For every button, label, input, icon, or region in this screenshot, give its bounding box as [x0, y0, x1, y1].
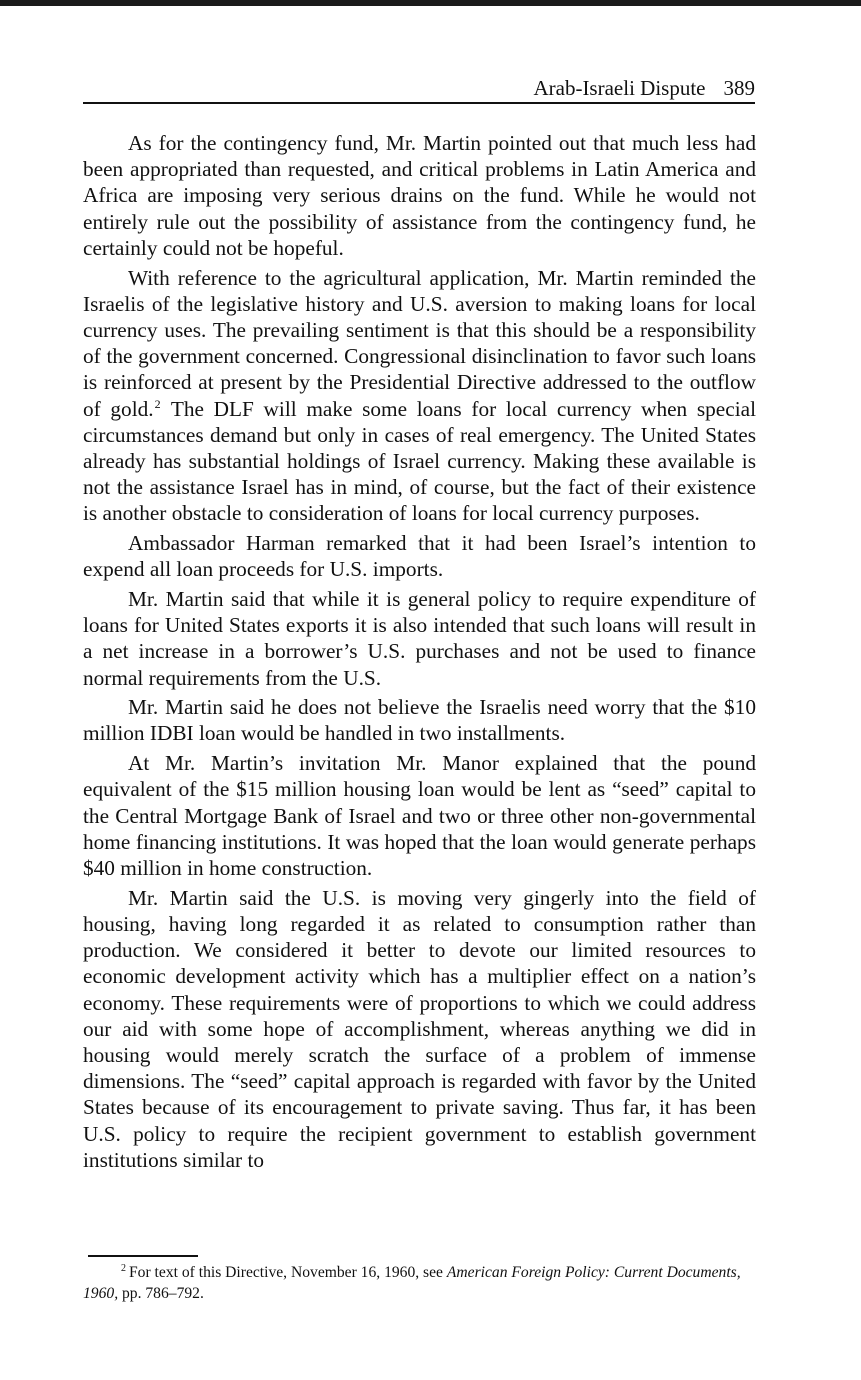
paragraph-idbi-loan: Mr. Martin said he does not believe the Israelis need worry that the $10 million IDBI loan would be handled in two installments. [83, 695, 756, 746]
footnote-text: For text of this Directive, November 16, 1960, see [129, 1264, 447, 1281]
header-rule [83, 102, 755, 104]
paragraph-agricultural-application [83, 265, 756, 527]
page-top-edge [0, 0, 861, 6]
paragraph-housing-policy: Mr. Martin said the U.S. is moving very gingerly into the field of housing, having long regarded it as related to consumption rather than production. We considered it better to devote our limited resources to economic development activity which has a multiplier effect on a nation’s economy. These requirements were of proportions to which we could address our aid with some hope of accomplishment, whereas anything we did in housing would merely scratch the surface of a problem of immense dimensions. The “seed” capital approach is regarded with favor by the United States because of its encouragement to private saving. Thus far, it has been U.S. policy to require the recipient government to establish government institutions similar to [83, 885, 756, 1172]
paragraph-expenditure-policy: Mr. Martin said that while it is general policy to require expenditure of loans for United States exports it is also intended that such loans will result in a net increase in a borrower’s U.S. purchases and not be used to finance normal requirements from the U.S. [83, 586, 756, 690]
footnote-marker: 2 [121, 1263, 126, 1274]
footnote [83, 1262, 763, 1304]
footnote-citation-pages: pp. 786–792. [118, 1285, 204, 1302]
body-text [83, 130, 756, 1176]
footnote-citation-title: American Foreign Policy: Current Documents, 1960, [83, 1264, 741, 1302]
footnote-rule [88, 1255, 198, 1257]
footnote-reference[interactable]: 2 [154, 396, 161, 411]
paragraph-text: With reference to the agricultural application, Mr. Martin reminded the Israelis of the legislative history and U.S. aversion to making loans for local currency uses. The prevailing sentiment is that this should be a responsibility of the government concerned. Congressional disinclination to favor such loans is reinforced at present by the Presidential Directive addressed to the outflow of gold. [83, 265, 756, 421]
running-title: Arab-Israeli Dispute [533, 76, 706, 100]
paragraph-contingency-fund: As for the contingency fund, Mr. Martin pointed out that much less had been appropriated than requested, and critical problems in Latin America and Africa are imposing very serious drains on the fund. While he would not entirely rule out the possibility of assistance from the contingency fund, he certainly could not be hopeful. [83, 131, 756, 260]
running-head [83, 74, 755, 102]
paragraph-housing-loan: At Mr. Martin’s invitation Mr. Manor explained that the pound equivalent of the $15 million housing loan would be lent as “seed” capital to the Central Mortgage Bank of Israel and two or three other non-governmental home financing institutions. It was hoped that the loan would generate perhaps $40 million in home construction. [83, 751, 756, 880]
paragraph-harman-remark: Ambassador Harman remarked that it had been Israel’s intention to expend all loan proceeds for U.S. imports. [83, 531, 756, 582]
page-number: 389 [723, 76, 755, 100]
paragraph-text: The DLF will make some loans for local currency when special circumstances demand but only in cases of real emergency. The United States already has substantial holdings of Israel currency. Making these available is not the assistance Israel has in mind, of course, but the fact of their existence is another obstacle to consideration of loans for local currency purposes. [83, 396, 756, 526]
